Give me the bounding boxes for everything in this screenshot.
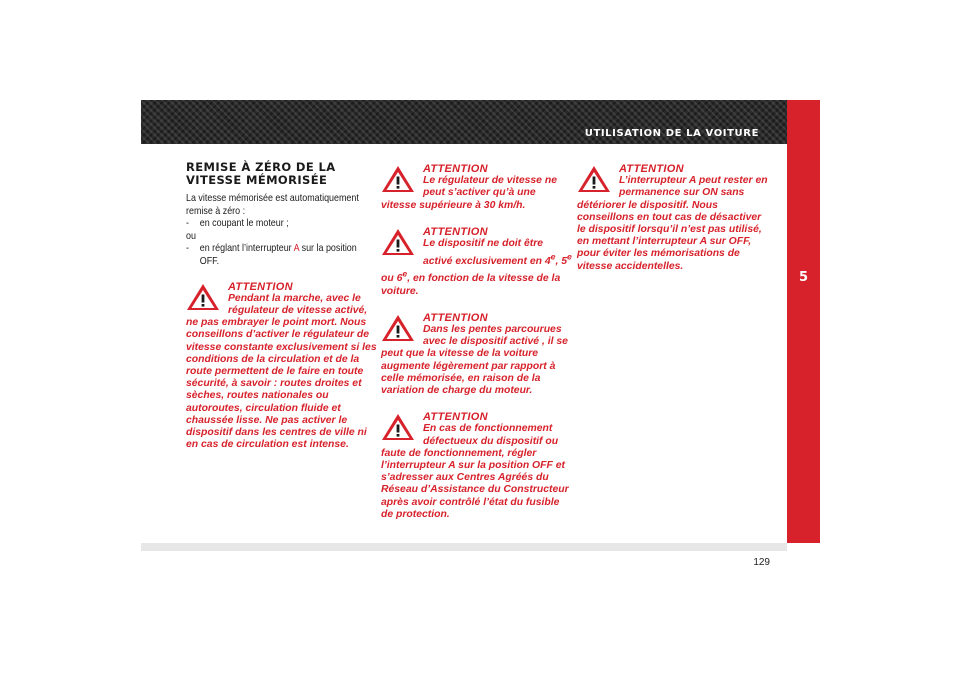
chapter-tab xyxy=(787,100,820,543)
switch-letter: A xyxy=(293,243,300,255)
warning-block xyxy=(381,312,573,397)
column-3 xyxy=(577,163,769,273)
warning-triangle-icon xyxy=(577,165,611,193)
warning-triangle-icon xyxy=(381,413,415,441)
warning-text: En cas de fonctionnement défectueux du dispositif ou faute de fonctionnement, régler l’interrupteur A sur la position OFF et s’adresser aux Centres Agréés du Réseau d’Assistance du Constructeur après avoir contrôlé l’état du fusible de protection. xyxy=(381,423,569,520)
list-item: - en coupant le moteur ; xyxy=(186,218,289,230)
chapter-number: 5 xyxy=(798,270,809,285)
warning-block xyxy=(577,163,769,273)
section-body xyxy=(186,193,378,269)
footer-band xyxy=(141,543,787,551)
warning-triangle-icon xyxy=(381,165,415,193)
warning-block xyxy=(186,281,378,452)
or-text: ou xyxy=(186,230,196,242)
header-band xyxy=(141,100,787,144)
column-2 xyxy=(381,163,573,521)
reset-list-2 xyxy=(186,243,378,268)
warning-block xyxy=(381,163,573,212)
warning-heading: ATTENTION xyxy=(423,225,488,238)
page-number: 129 xyxy=(753,557,770,568)
intro-text: La vitesse mémorisée est automatiquement remise à zéro : xyxy=(186,193,359,217)
warning-block xyxy=(381,226,573,298)
warning-heading: ATTENTION xyxy=(228,280,293,293)
warning-heading: ATTENTION xyxy=(423,311,488,324)
warning-heading: ATTENTION xyxy=(423,163,488,175)
warning-triangle-icon xyxy=(381,314,415,342)
warning-block xyxy=(381,411,573,521)
warning-text: Pendant la marche, avec le régulateur de vitesse activé, ne pas embrayer le point mort. Nous conseillons d’activer le régulateur de vitesse constante exclusivement si les conditions de la circulation et de la route permettent de le faire en toute sécurité, à savoir : routes droites et sèches, routes nationales ou autoroutes, circulation fluide et chaussée lisse. Ne pas activer le dispositif dans les centres de ville ni en cas de circulation est intense. xyxy=(186,292,377,451)
warning-heading: ATTENTION xyxy=(619,163,684,175)
warning-heading: ATTENTION xyxy=(423,411,488,424)
column-1 xyxy=(186,161,378,451)
warning-text: Le dispositif ne doit être activé exclusivement en 4e, 5e ou 6e, en fonction de la vitesse de la voiture. xyxy=(381,238,572,297)
section-title: REMISE À ZÉRO DE LA VITESSE MÉMORISÉE xyxy=(186,160,336,187)
warning-triangle-icon xyxy=(381,228,415,256)
warning-text: Le régulateur de vitesse ne peut s’activer qu’à une vitesse supérieure à 30 km/h. xyxy=(381,175,557,211)
list-item: - en réglant l’interrupteur A sur la position OFF. xyxy=(186,243,357,267)
warning-text: L’interrupteur A peut rester en permanence sur ON sans détériorer le dispositif. Nous conseillons en tout cas de désactiver le dispositif lorsqu’il n’est pas utilisé, en mettant l’interrupteur A sur OFF, pour éviter les mémorisations de vitesse accidentelles. xyxy=(577,175,768,272)
section-header-title: UTILISATION DE LA VOITURE xyxy=(584,128,759,139)
warning-triangle-icon xyxy=(186,283,220,311)
reset-list xyxy=(186,218,378,231)
warning-text: Dans les pentes parcourues avec le dispositif activé , il se peut que la vitesse de la voiture augmente légèrement par rapport à celle mémorisée, en raison de la variation de charge du moteur. xyxy=(381,323,568,396)
